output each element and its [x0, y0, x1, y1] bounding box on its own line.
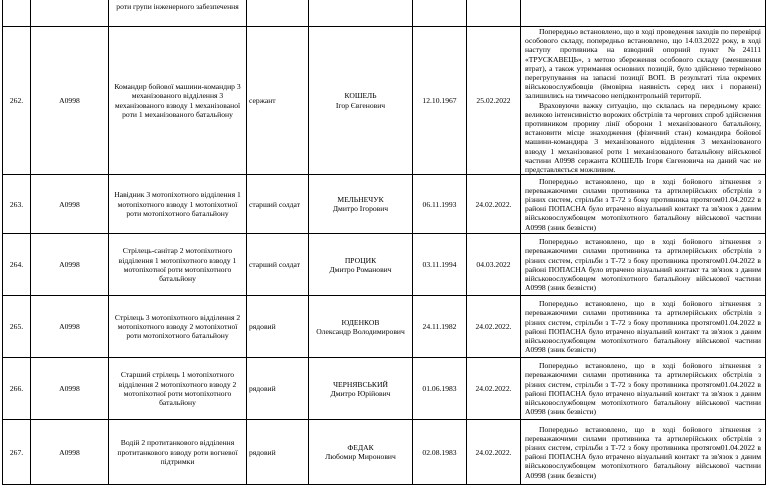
row-number-cell: 266.	[3, 358, 31, 420]
casualty-table	[2, 0, 766, 485]
row-number-cell	[3, 0, 31, 27]
birth-date-cell: 02.08.1983	[413, 420, 467, 485]
birth-date-cell: 24.11.1982	[413, 296, 467, 358]
description-paragraph: Попередньо встановлено, що в ході проведення заходів по перевірці особового складу, попередньо встановлено, що 14.03.2022 року, в ході наступу противника на взводний опорний пункт №24111 «ТРУСКАВЕЦЬ», з метою збереження особового складу (зменшення втрат), а також утримання основних позицій, було здійснено терміново перегрупування на запасні позиції ВОП. В результаті тіла окремих військовослужбовців (ймовірна наявність серед них і поранені) залишились на тимчасово непідконтрольній території.	[525, 27, 761, 101]
row-number-cell: 265.	[3, 296, 31, 358]
birth-date-cell: 01.06.1983	[413, 358, 467, 420]
description-paragraph: Попередньо встановлено, що в ході бойового зіткнення з переважаючими силами противника та артилерійських обстрілів з різних систем, стрільби з Т-72 з боку противника протягом01.04.2022 в районі ПОПАСНА було втрачено візуальний контакт та зв'язок з даним військовослужбовцем мотопіхотного батальйону військової частини А0998 (зник безвісти)	[525, 176, 761, 232]
position-cell: Водій 2 протитанкового відділення протитанкового взводу роти вогневої підтримки	[109, 420, 247, 485]
position-cell: Стрілець 3 мотопіхотного відділення 2 мотопіхотного взводу 2 мотопіхотної роти мотопіхотного батальйону	[109, 296, 247, 358]
surname: ФЕДАК	[347, 443, 374, 453]
event-date-cell: 24.02.2022.	[467, 358, 521, 420]
table-body	[3, 0, 766, 485]
surname: ПРОЦИК	[344, 255, 377, 265]
position-cell: Старший стрілець 1 мотопіхотного відділення 2 мотопіхотного взводу 2 мотопіхотної роти мотопіхотного батальйону	[109, 358, 247, 420]
table-row	[3, 27, 766, 175]
given-names: Олександр Володимирович	[316, 326, 405, 336]
given-names: Дмитро Юрійович	[330, 388, 391, 398]
unit-cell: А0998	[31, 420, 109, 485]
name-cell	[309, 175, 413, 234]
birth-date-cell: 03.11.1994	[413, 234, 467, 296]
position-cell: роти групи інженерного забезпечення	[109, 0, 247, 27]
row-number-cell: 267.	[3, 420, 31, 485]
description-paragraph: Попередньо встановлено, що в ході бойового зіткнення з переважаючими силами противника та артилерійських обстрілів з різних систем, стрільби з Т-72 з боку противника протягом01.04.2022 в районі ПОПАСНА було втрачено візуальний контакт та зв'язок з даним військовослужбовцем мотопіхотного батальйону військової частини А0998 (зник безвісти)	[525, 361, 761, 417]
name-cell	[309, 27, 413, 175]
given-names: Дмитро Ігорович	[332, 204, 389, 214]
description-paragraph: Попередньо встановлено, що в ході бойового зіткнення з переважаючими силами противника та артилерійських обстрілів з різних систем, стрільби з Т-72 з боку противника протягом01.04.2022 в районі ПОПАСНА було втрачено візуальний контакт та зв'язок з даним військовослужбовцем мотопіхотного батальйону військової частини А0998 (зник безвісти)	[525, 299, 761, 355]
description-paragraph: Попередньо встановлено, що в ході бойового зіткнення з переважаючими силами противника та артилерійських обстрілів з різних систем, стрільби з Т-72 з боку противника протягом01.04.2022 в районі ПОПАСНА було втрачено візуальний контакт та зв'язок з даним військовослужбовцем мотопіхотного батальйону військової частини А0998 (зник безвісти)	[525, 237, 761, 293]
description-cell	[521, 234, 766, 296]
position-cell: Навідник 3 мотопіхотного відділення 1 мотопіхотного взводу 1 мотопіхотної роти мотопіхотного батальйону	[109, 175, 247, 234]
table-row	[3, 175, 766, 234]
name-cell	[309, 358, 413, 420]
description-cell	[521, 0, 766, 27]
row-number-cell: 264.	[3, 234, 31, 296]
name-cell	[309, 0, 413, 27]
unit-cell: А0998	[31, 175, 109, 234]
rank-cell: рядовий	[247, 420, 309, 485]
position-cell: Стрілець-санітар 2 мотопіхотного відділення 1 мотопіхотного взводу 1 мотопіхотної роти мотопіхотного батальйону	[109, 234, 247, 296]
unit-cell: А0998	[31, 358, 109, 420]
event-date-cell: 24.02.2022.	[467, 296, 521, 358]
table-row	[3, 358, 766, 420]
event-date-cell: 04.03.2022	[467, 234, 521, 296]
event-date-cell	[467, 0, 521, 27]
description-cell	[521, 175, 766, 234]
given-names: Любомир Миронович	[325, 452, 396, 462]
unit-cell: А0998	[31, 296, 109, 358]
description-paragraph: Попередньо встановлено, що в ході бойового зіткнення з переважаючими силами противника та артилерійських обстрілів з різних систем, стрільби з Т-72 з боку противника протягом01.04.2022 в районі ПОПАСНА було втрачено візуальний контакт та зв'язок з даним військовослужбовцем мотопіхотного батальйону військової частини А0998 (зник безвісти)	[525, 424, 761, 480]
table-row	[3, 296, 766, 358]
surname: ЧЕРНЯВСЬКИЙ	[333, 379, 388, 389]
birth-date-cell: 12.10.1967	[413, 27, 467, 175]
rank-cell: старший солдат	[247, 234, 309, 296]
birth-date-cell: 06.11.1993	[413, 175, 467, 234]
rank-cell: сержант	[247, 27, 309, 175]
name-cell	[309, 296, 413, 358]
name-cell	[309, 420, 413, 485]
description-cell	[521, 420, 766, 485]
description-cell	[521, 296, 766, 358]
surname: КОШЕЛЬ	[344, 91, 377, 101]
surname: ЮДЕНКОВ	[341, 317, 380, 327]
position-cell: Командир бойової машини-командир 3 механізованого відділення 3 механізованого взводу 1 механізованої роти 1 механізованого батальйону	[109, 27, 247, 175]
given-names: Ігор Євгенович	[335, 100, 386, 110]
event-date-cell: 24.02.2022.	[467, 175, 521, 234]
rank-cell: рядовий	[247, 358, 309, 420]
rank-cell: старший солдат	[247, 175, 309, 234]
table-row	[3, 0, 766, 27]
given-names: Дмитро Романович	[329, 264, 392, 274]
unit-cell	[31, 0, 109, 27]
unit-cell: А0998	[31, 27, 109, 175]
description-cell	[521, 27, 766, 175]
event-date-cell: 25.02.2022	[467, 27, 521, 175]
row-number-cell: 262.	[3, 27, 31, 175]
rank-cell	[247, 0, 309, 27]
description-paragraph: Враховуючи важку ситуацію, що склалась на передньому краю: великою інтенсивністю ворожих обстрілів та чергових спроб здійснення противником прориву лінії оборони 1 механізованого батальйону, встановити місце знаходження (фізичний стан) командира бойової машини-командира 3 механізованого відділення 3 механізованого взводу 1 механізованої роти 1 механізованого батальйону військової частини А0998 сержанта КОШЕЛЬ Ігоря Євгеновича на даний час не представляється можливим.	[525, 100, 761, 175]
event-date-cell: 24.02.2022.	[467, 420, 521, 485]
description-cell	[521, 358, 766, 420]
surname: МЕЛЬНЕЧУК	[337, 195, 384, 205]
birth-date-cell	[413, 0, 467, 27]
unit-cell: А0998	[31, 234, 109, 296]
rank-cell: рядовий	[247, 296, 309, 358]
table-row	[3, 234, 766, 296]
table-row	[3, 420, 766, 485]
name-cell	[309, 234, 413, 296]
row-number-cell: 263.	[3, 175, 31, 234]
